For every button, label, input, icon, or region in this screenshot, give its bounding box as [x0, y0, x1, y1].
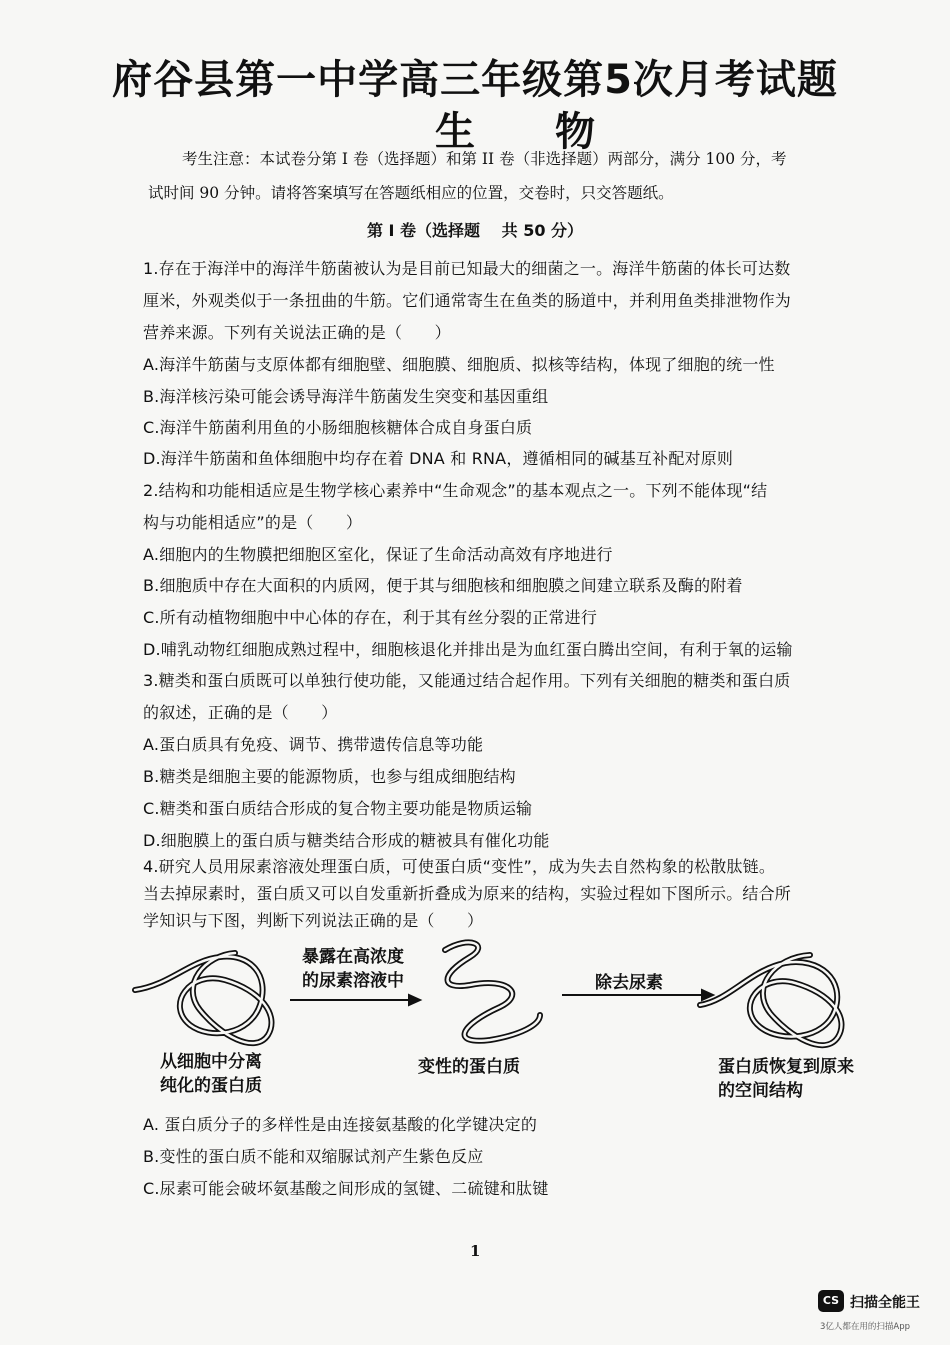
arrow1-label: [302, 945, 404, 993]
denatured-protein-inner: [445, 942, 540, 1040]
notice-line: 考生注意：本试卷分第 I 卷（选择题）和第 II 卷（非选择题）两部分，满分 100 分，考: [182, 150, 787, 168]
subject-title: 生物: [435, 109, 675, 155]
question-stem-line: 的叙述，正确的是（ ）: [143, 703, 338, 722]
page-number: 1: [470, 1242, 481, 1260]
question-stem-line: 营养来源。下列有关说法正确的是（ ）: [143, 323, 451, 342]
denatured-protein: [445, 942, 540, 1040]
option-line: B.细胞质中存在大面积的内质网，便于其与细胞核和细胞膜之间建立联系及酶的附着: [143, 576, 743, 595]
exam-title: 府谷县第一中学高三年级第5次月考试题: [112, 57, 838, 103]
option-line: C.尿素可能会破坏氨基酸之间形成的氢键、二硫键和肽键: [143, 1179, 549, 1198]
question-stem-line: 构与功能相适应”的是（ ）: [143, 513, 363, 532]
right-caption-line: 的空间结构: [718, 1081, 803, 1101]
question-stem-line: 厘米，外观类似于一条扭曲的牛筋。它们通常寄生在鱼类的肠道中，并利用鱼类排泄物作为: [143, 291, 792, 310]
left-caption-line: 纯化的蛋白质: [160, 1076, 262, 1096]
option-line: D.海洋牛筋菌和鱼体细胞中均存在着 DNA 和 RNA，遵循相同的碱基互补配对原则: [143, 449, 734, 468]
middle-caption: 变性的蛋白质: [418, 1057, 520, 1077]
question-stem-line: 3.糖类和蛋白质既可以单独行使功能，又能通过结合起作用。下列有关细胞的糖类和蛋白质: [143, 671, 791, 690]
option-line: B.海洋核污染可能会诱导海洋牛筋菌发生突变和基因重组: [143, 387, 549, 406]
option-line: D.哺乳动物红细胞成熟过程中，细胞核退化并排出是为血红蛋白腾出空间，有利于氧的运输: [143, 640, 793, 659]
question-stem-line: 4.研究人员用尿素溶液处理蛋白质，可使蛋白质“变性”，成为失去自然构象的松散肽链。: [143, 857, 776, 876]
option-line: A.蛋白质具有免疫、调节、携带遗传信息等功能: [143, 735, 484, 754]
scanner-tagline: 3亿人都在用的扫描App: [820, 1322, 911, 1332]
question-stem-line: 2.结构和功能相适应是生物学核心素养中“生命观念”的基本观点之一。下列不能体现“结: [143, 481, 768, 500]
scanner-logo-icon: CS: [818, 1290, 844, 1312]
arrow1-label-line: 的尿素溶液中: [302, 971, 404, 991]
option-line: C.糖类和蛋白质结合形成的复合物主要功能是物质运输: [143, 799, 533, 818]
arrow1-label-line: 暴露在高浓度: [302, 947, 404, 967]
candidate-notice: [148, 142, 868, 210]
right-caption-line: 蛋白质恢复到原来: [718, 1057, 854, 1077]
scanner-app-name: 扫描全能王: [850, 1295, 920, 1311]
option-line: D.细胞膜上的蛋白质与糖类结合形成的糖被具有催化功能: [143, 831, 550, 850]
notice-line: 试时间 90 分钟。请将答案填写在答题纸相应的位置，交卷时，只交答题纸。: [148, 184, 674, 202]
question-stem-line: 当去掉尿素时，蛋白质又可以自发重新折叠成为原来的结构，实验过程如下图所示。结合所: [143, 884, 792, 903]
protein-denaturation-figure: [130, 935, 890, 1110]
right-caption: [718, 1055, 854, 1103]
left-caption: [160, 1050, 262, 1098]
question-stem-line: 1.存在于海洋中的海洋牛筋菌被认为是目前已知最大的细菌之一。海洋牛筋菌的体长可达数: [143, 259, 791, 278]
option-line: B.糖类是细胞主要的能源物质，也参与组成细胞结构: [143, 767, 516, 786]
question-stem-line: 学知识与下图，判断下列说法正确的是（ ）: [143, 911, 484, 930]
option-line: C.海洋牛筋菌利用鱼的小肠细胞核糖体合成自身蛋白质: [143, 418, 533, 437]
option-line: A. 蛋白质分子的多样性是由连接氨基酸的化学键决定的: [143, 1115, 538, 1134]
option-line: B.变性的蛋白质不能和双缩脲试剂产生紫色反应: [143, 1147, 484, 1166]
option-line: A.细胞内的生物膜把细胞区室化，保证了生命活动高效有序地进行: [143, 545, 613, 564]
option-line: C.所有动植物细胞中中心体的存在，利于其有丝分裂的正常进行: [143, 608, 598, 627]
arrow2-label: 除去尿素: [595, 973, 663, 993]
left-caption-line: 从细胞中分离: [160, 1052, 262, 1072]
option-line: A.海洋牛筋菌与支原体都有细胞壁、细胞膜、细胞质、拟核等结构，体现了细胞的统一性: [143, 355, 775, 374]
section-title: 第 I 卷（选择题 共 50 分）: [366, 221, 584, 240]
arrow-1: [290, 995, 420, 1005]
